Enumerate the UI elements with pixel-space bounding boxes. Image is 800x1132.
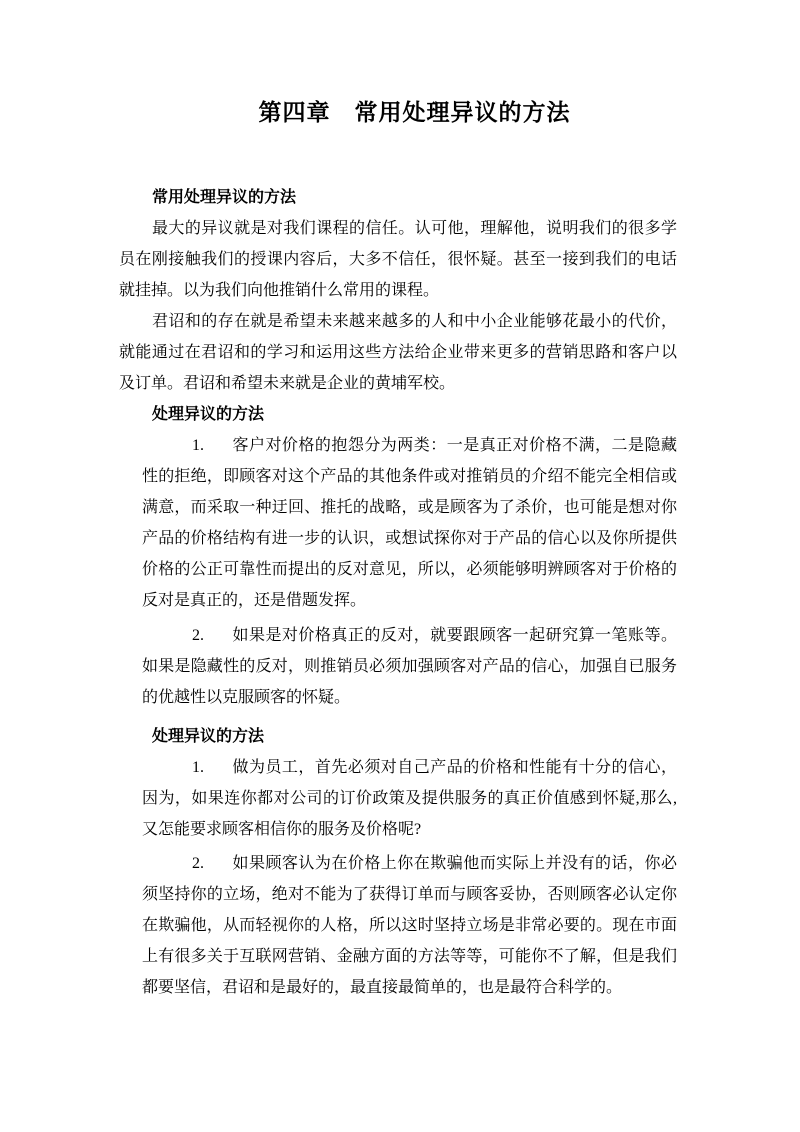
section-heading-handling-methods-1: 处理异议的方法 [152, 406, 265, 423]
paragraph-trust-objection: 最大的异议就是对我们课程的信任。认可他，理解他，说明我们的很多学员在刚接触我们的授课内容后，大多不信任，很怀疑。甚至一接到我们的电话就挂掉。以为我们向他推销什么常用的课程。 [119, 220, 677, 299]
list-number: 2. [192, 627, 204, 644]
list-item-price-complaint-types [142, 430, 677, 616]
paragraph-junzhaohe-mission: 君诏和的存在就是希望未来越来越多的人和中小企业能够花最小的代价，就能通过在君诏和的学习和运用这些方法给企业带来更多的营销思路和客户以及订单。君诏和希望未来就是企业的黄埔军校。 [119, 313, 677, 392]
section-heading-handling-methods-2: 处理异议的方法 [152, 728, 265, 745]
section-heading-common-methods: 常用处理异议的方法 [152, 189, 297, 206]
list-text: 做为员工，首先必须对自己产品的价格和性能有十分的信心，因为，如果连你都对公司的订价政策及提供服务的真正价值感到怀疑,那么,又怎能要求顾客相信你的服务及价格呢? [142, 759, 677, 838]
document-body [119, 182, 677, 1003]
list-item-hold-your-position [142, 848, 677, 1003]
list-text: 如果顾客认为在价格上你在欺骗他而实际上并没有的话，你必须坚持你的立场，绝对不能为了获得订单而与顾客妥协，否则顾客必认定你在欺骗他，从而轻视你的人格，所以这时坚持立场是非常必要的。现在市面上有很多关于互联网营销、金融方面的方法等等，可能你不了解，但是我们都要坚信，君诏和是最好的，最直接最简单的，也是最符合科学的。 [142, 855, 677, 996]
list-number: 2. [192, 855, 204, 872]
list-text: 如果是对价格真正的反对，就要跟顾客一起研究算一笔账等。如果是隐藏性的反对，则推销员必须加强顾客对产品的信心，加强自已服务的优越性以克服顾客的怀疑。 [142, 627, 677, 706]
list-item-real-vs-hidden-objection [142, 620, 677, 713]
chapter-title: 第四章 常用处理异议的方法 [258, 100, 571, 125]
list-item-employee-confidence [142, 752, 677, 845]
list-number: 1. [192, 759, 204, 776]
list-number: 1. [192, 437, 204, 454]
list-text: 客户对价格的抱怨分为两类：一是真正对价格不满，二是隐藏性的拒绝，即顾客对这个产品的其他条件或对推销员的介绍不能完全相信或满意，而采取一种迂回、推托的战略，或是顾客为了杀价，也可能是想对你产品的价格结构有进一步的认识，或想试探你对于产品的信心以及你所提供价格的公正可靠性而提出的反对意见，所以，必须能够明辨顾客对于价格的反对是真正的，还是借题发挥。 [142, 437, 677, 609]
